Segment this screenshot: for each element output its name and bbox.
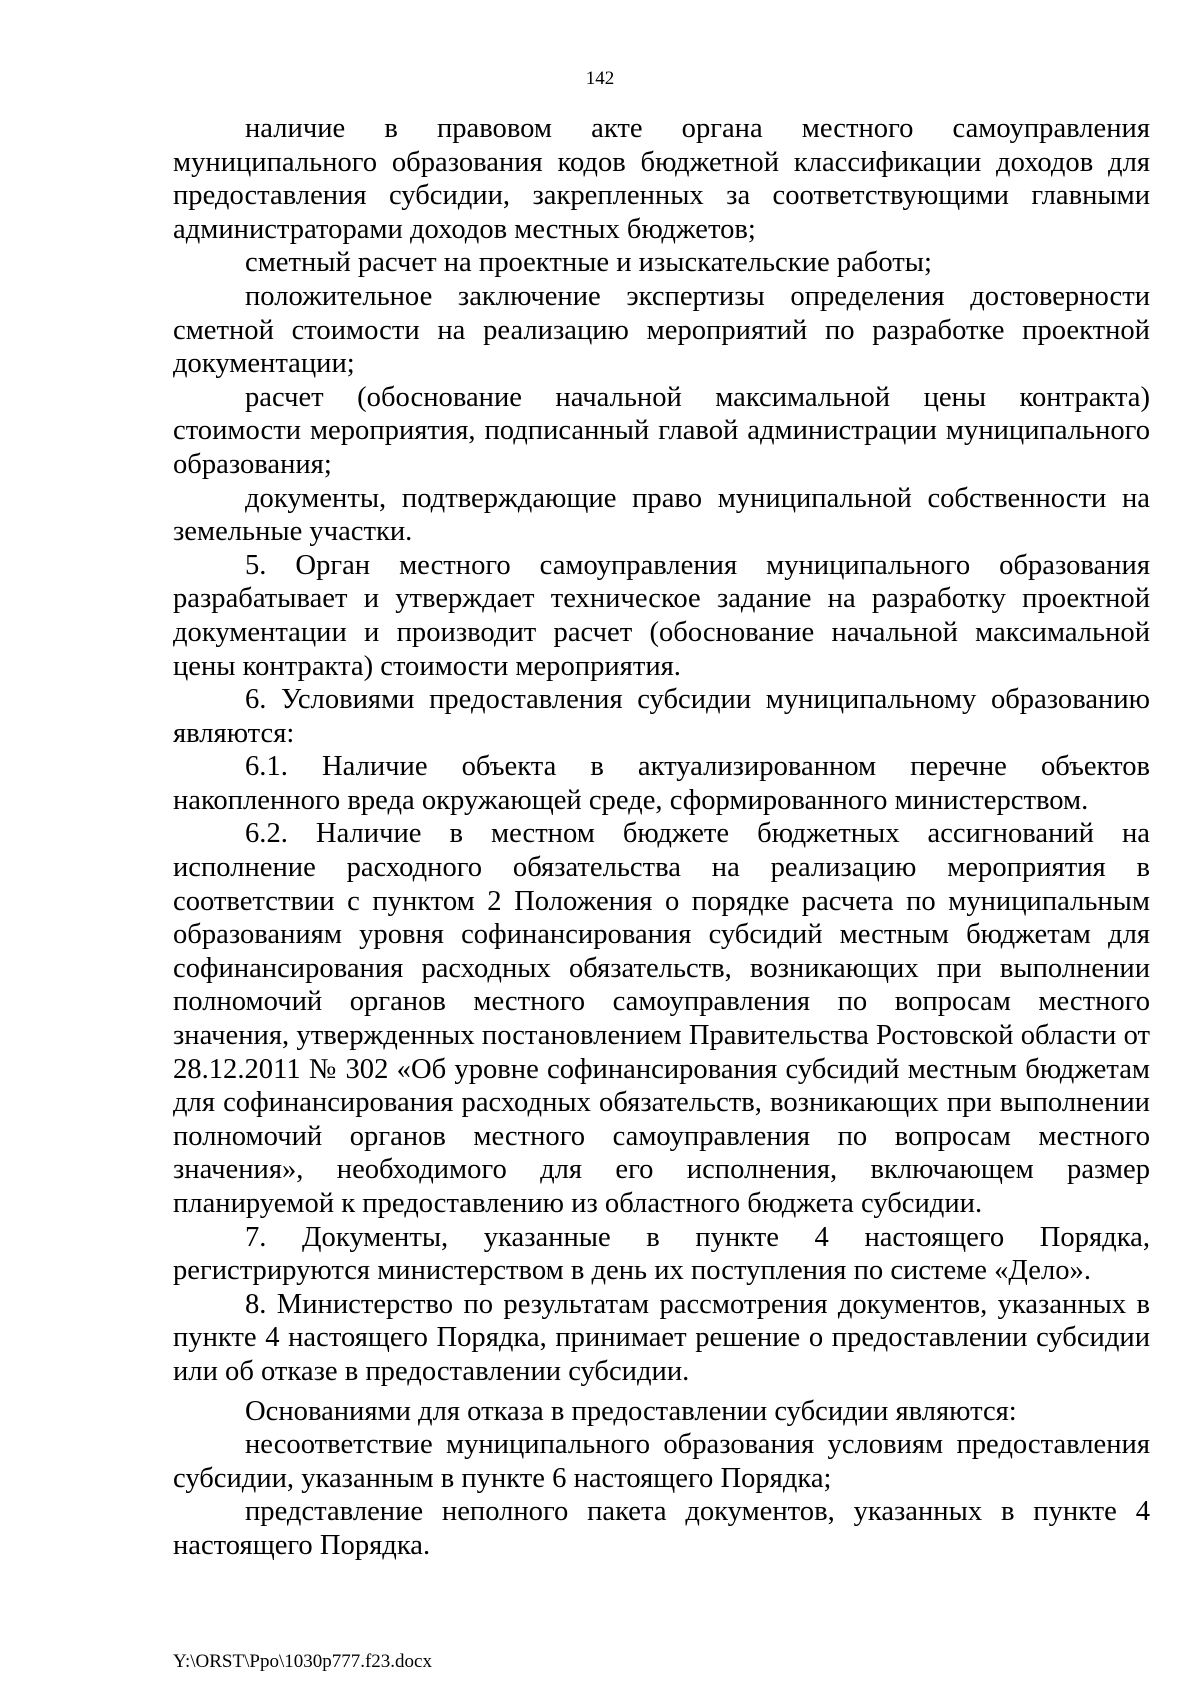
paragraph-item-5: 5. Орган местного самоуправления муниципального образования разрабатывает и утверждает техническое задание на разработку проектной документации и производит расчет (обоснование начальной максимальной цены контракта) стоимости мероприятия. (173, 549, 1150, 682)
paragraph-item-6: 6. Условиями предоставления субсидии муниципальному образованию являются: (173, 684, 1150, 749)
paragraph-item-6-1: 6.1. Наличие объекта в актуализированном перечне объектов накопленного вреда окружающей среде, сформированного министерством. (173, 751, 1150, 816)
paragraph: сметный расчет на проектные и изыскательские работы; (245, 247, 932, 279)
paragraph: положительное заключение экспертизы определения достоверности сметной стоимости на реализацию мероприятий по разработке проектной документации; (173, 280, 1150, 380)
paragraph: представление неполного пакета документов, указанных в пункте 4 настоящего Порядка. (173, 1496, 1150, 1561)
page-number: 142 (585, 68, 615, 89)
document-body (173, 112, 1150, 1563)
paragraph-item-7: 7. Документы, указанные в пункте 4 настоящего Порядка, регистрируются министерством в день их поступления по системе «Дело». (173, 1221, 1150, 1287)
paragraph: несоответствие муниципального образования условиям предоставления субсидии, указанным в пункте 6 настоящего Порядка; (173, 1429, 1150, 1494)
paragraph: наличие в правовом акте органа местного самоуправления муниципального образования кодов бюджетной классификации доходов для предоставления субсидии, закрепленных за соответствующими главными администраторами доходов местных бюджетов; (173, 113, 1150, 245)
paragraph: расчет (обоснование начальной максимальной цены контракта) стоимости мероприятия, подписанный главой администрации муниципального образования; (173, 381, 1150, 480)
paragraph: документы, подтверждающие право муниципальной собственности на земельные участки. (173, 482, 1150, 548)
paragraph-item-6-2: 6.2. Наличие в местном бюджете бюджетных ассигнований на исполнение расходного обязательства на реализацию мероприятия в соответствии с пунктом 2 Положения о порядке расчета по муниципальным образованиям уровня софинансирования субсидий местным бюджетам для софинансирования расходных обязательств, возникающих при выполнении полномочий органов местного самоуправления по вопросам местного значения, утвержденных постановлением Правительства Ростовской области от 28.12.2011 № 302 «Об уровне софинансирования субсидий местным бюджетам для софинансирования расходных обязательств, возникающих при выполнении полномочий органов местного самоуправления по вопросам местного значения», необходимого для его исполнения, включающем размер планируемой к предоставлению из областного бюджета субсидии. (173, 818, 1150, 1219)
paragraph-refusal-grounds: Основаниями для отказа в предоставлении субсидии являются: (245, 1395, 1017, 1427)
file-path-footer: Y:\ORST\Ppo\1030p777.f23.docx (173, 1651, 432, 1672)
paragraph-item-8: 8. Министерство по результатам рассмотрения документов, указанных в пункте 4 настоящего Порядка, принимает решение о предоставлении субсидии или об отказе в предоставлении субсидии. (173, 1288, 1150, 1387)
